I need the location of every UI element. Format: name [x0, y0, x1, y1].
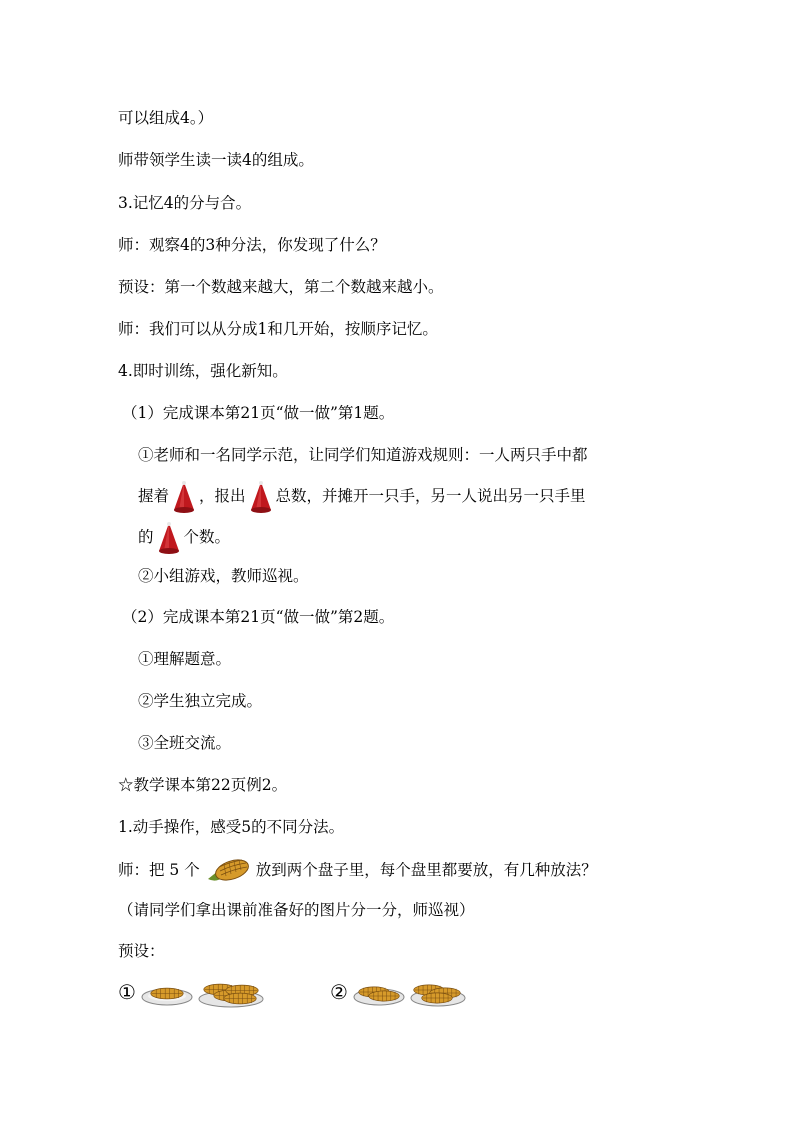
- text-line-15: ②学生独立完成。: [138, 692, 263, 710]
- text-line-19: [118, 852, 597, 888]
- text-line-1: 可以组成4。）: [118, 109, 214, 127]
- text-line-6: 师：我们可以从分成1和几开始，按顺序记忆。: [118, 320, 438, 338]
- plate-of-corn-icon: [141, 984, 193, 1006]
- text-fragment: ，报出: [199, 487, 246, 505]
- red-party-hat-icon: [156, 521, 182, 555]
- text-fragment: 的: [138, 528, 154, 546]
- text-line-10: [138, 478, 586, 514]
- text-fragment: 总数，并摊开一只手，另一人说出另一只手里: [275, 487, 586, 505]
- plate-of-corn-icon: [198, 982, 264, 1008]
- plate-of-corn-icon: [410, 983, 466, 1007]
- text-line-11: [138, 519, 230, 555]
- text-line-21: 预设：: [118, 942, 165, 960]
- red-party-hat-icon: [171, 480, 197, 514]
- text-line-16: ③全班交流。: [138, 734, 232, 752]
- text-line-9: ①老师和一名同学示范，让同学们知道游戏规则：一人两只手中都: [138, 446, 588, 464]
- text-line-12: ②小组游戏，教师巡视。: [138, 567, 309, 585]
- text-line-13: （2）完成课本第21页“做一做”第2题。: [122, 608, 395, 626]
- plate-of-corn-icon: [353, 984, 405, 1006]
- text-line-8: （1）完成课本第21页“做一做”第1题。: [122, 404, 395, 422]
- text-fragment: 个数。: [183, 528, 231, 546]
- text-line-20: （请同学们拿出课前准备好的图片分一分，师巡视）: [118, 901, 475, 919]
- text-line-5: 预设：第一个数越来越大，第二个数越来越小。: [118, 278, 444, 296]
- text-line-18: 1.动手操作，感受5的不同分法。: [118, 818, 345, 836]
- option-2: [330, 978, 466, 1008]
- option-marker: ②: [330, 980, 348, 1004]
- text-fragment: 师：把 5 个: [118, 861, 200, 879]
- text-fragment: 握着: [138, 487, 170, 505]
- text-line-14: ①理解题意。: [138, 650, 232, 668]
- text-fragment: 放到两个盘子里，每个盘里都要放，有几种放法？: [255, 861, 597, 879]
- text-line-2: 师带领学生读一读4的组成。: [118, 151, 314, 169]
- text-line-17: ☆教学课本第22页例2。: [118, 776, 288, 794]
- option-1: [118, 978, 264, 1008]
- text-line-3: 3.记忆4的分与合。: [118, 194, 252, 212]
- text-line-4: 师：观察4的3种分法，你发现了什么？: [118, 236, 386, 254]
- corn-icon: [206, 857, 250, 885]
- option-marker: ①: [118, 980, 136, 1004]
- red-party-hat-icon: [248, 480, 274, 514]
- text-line-7: 4.即时训练，强化新知。: [118, 362, 288, 380]
